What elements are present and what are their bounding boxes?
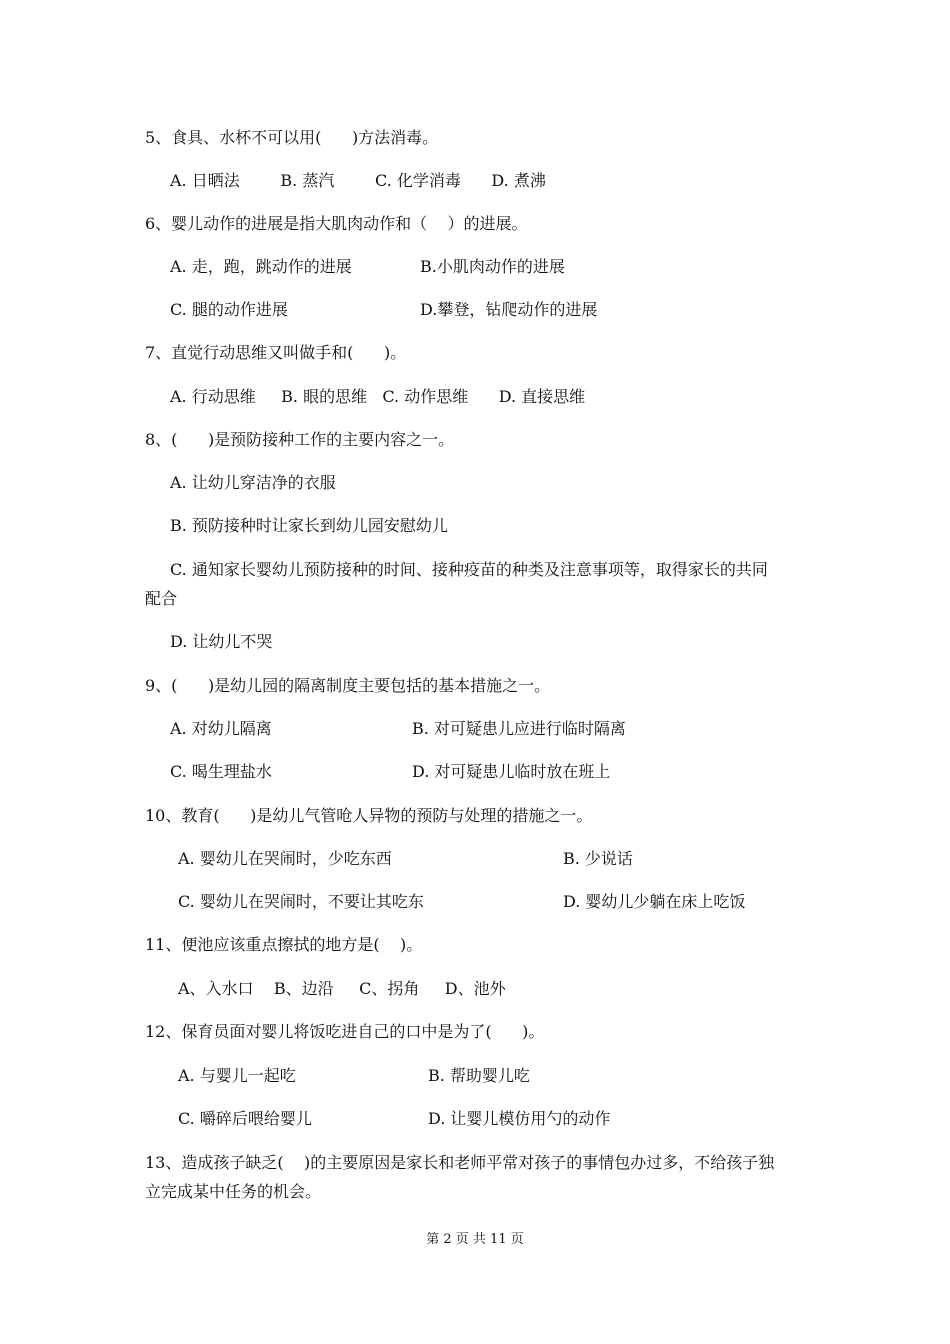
question-12-option-b: B. 帮助婴儿吃 — [428, 1066, 530, 1085]
question-12-stem: 12、保育员面对婴儿将饭吃进自己的口中是为了( )。 — [145, 1022, 545, 1041]
question-6-stem: 6、婴儿动作的进展是指大肌肉动作和（ ）的进展。 — [145, 214, 528, 233]
question-12-option-a: A. 与婴儿一起吃 — [178, 1066, 296, 1085]
question-10-option-c: C. 婴幼儿在哭闹时，不要让其吃东 — [178, 892, 424, 911]
question-7-stem: 7、直觉行动思维又叫做手和( )。 — [145, 343, 407, 362]
question-9-option-d: D. 对可疑患儿临时放在班上 — [412, 762, 611, 781]
question-13-stem: 13、造成孩子缺乏( )的主要原因是家长和老师平常对孩子的事情包办过多，不给孩子独 — [145, 1153, 775, 1172]
page-footer: 第 2 页 共 11 页 — [426, 1232, 524, 1247]
question-7-options: A. 行动思维 B. 眼的思维 C. 动作思维 D. 直接思维 — [170, 387, 586, 406]
question-8-option-c: C. 通知家长婴幼儿预防接种的时间、接种疫苗的种类及注意事项等，取得家长的共同 — [170, 560, 768, 579]
question-10-stem: 10、教育( )是幼儿气管呛人异物的预防与处理的措施之一。 — [145, 806, 593, 825]
question-10-option-d: D. 婴幼儿少躺在床上吃饭 — [563, 892, 746, 911]
question-6-option-d: D.攀登，钻爬动作的进展 — [420, 300, 598, 319]
question-10-option-a: A. 婴幼儿在哭闹时，少吃东西 — [178, 849, 392, 868]
question-8-option-b: B. 预防接种时让家长到幼儿园安慰幼儿 — [170, 516, 448, 535]
question-11-stem: 11、便池应该重点擦拭的地方是( )。 — [145, 935, 423, 954]
question-13-stem-continued: 立完成某中任务的机会。 — [145, 1182, 322, 1201]
question-10-option-b: B. 少说话 — [563, 849, 633, 868]
question-12-option-d: D. 让婴儿模仿用勺的动作 — [428, 1109, 611, 1128]
question-6-option-c: C. 腿的动作进展 — [170, 300, 288, 319]
question-9-option-b: B. 对可疑患儿应进行临时隔离 — [412, 719, 626, 738]
question-5-stem: 5、食具、水杯不可以用( )方法消毒。 — [145, 128, 439, 147]
question-11-options: A、入水口 B、边沿 C、拐角 D、池外 — [178, 979, 506, 998]
question-8-option-d: D. 让幼儿不哭 — [170, 632, 273, 651]
question-6-option-b: B.小肌肉动作的进展 — [420, 257, 565, 276]
question-12-option-c: C. 嚼碎后喂给婴儿 — [178, 1109, 312, 1128]
question-8-stem: 8、( )是预防接种工作的主要内容之一。 — [145, 430, 455, 449]
question-8-option-c-continued: 配合 — [145, 589, 178, 608]
question-6-option-a: A. 走，跑，跳动作的进展 — [170, 257, 352, 276]
question-9-option-c: C. 喝生理盐水 — [170, 762, 272, 781]
question-5-options: A. 日晒法 B. 蒸汽 C. 化学消毒 D. 煮沸 — [170, 171, 546, 190]
question-9-option-a: A. 对幼儿隔离 — [170, 719, 272, 738]
question-9-stem: 9、( )是幼儿园的隔离制度主要包括的基本措施之一。 — [145, 676, 551, 695]
question-8-option-a: A. 让幼儿穿洁净的衣服 — [170, 473, 336, 492]
